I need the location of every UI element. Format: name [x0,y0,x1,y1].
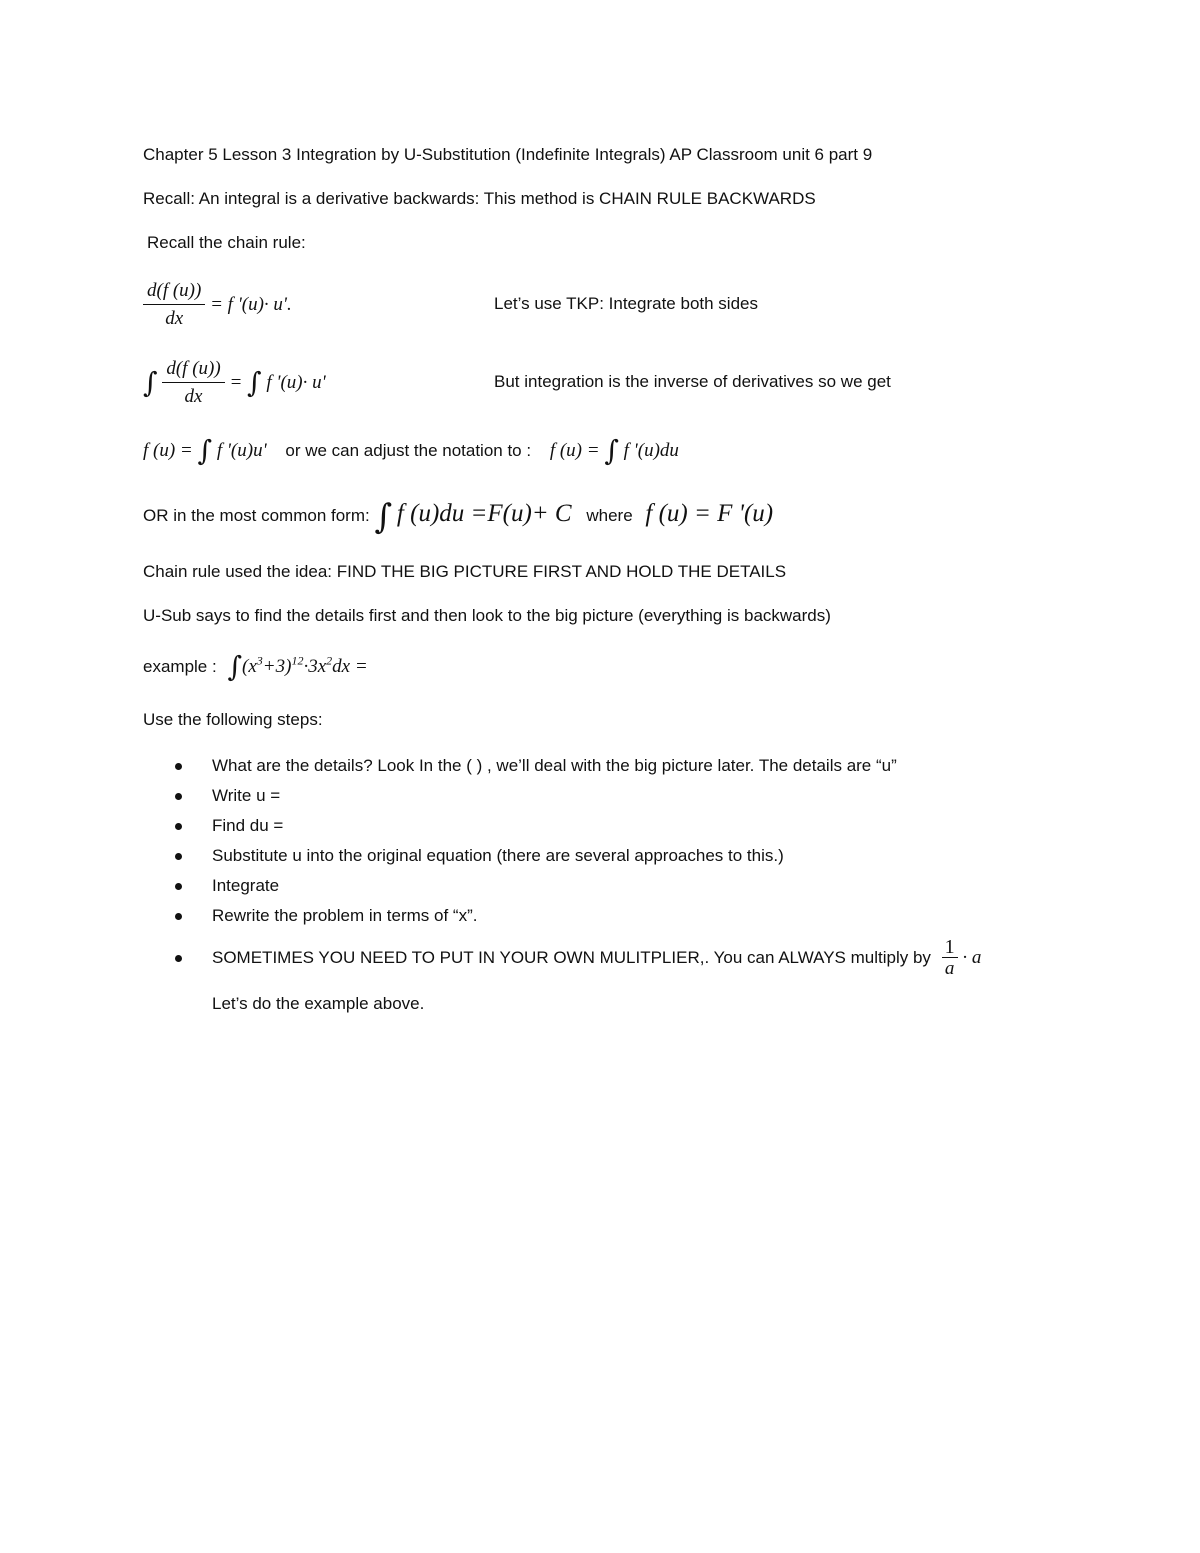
example-line [143,650,368,683]
multiplier-text: SOMETIMES YOU NEED TO PUT IN YOUR OWN MULITPLIER,. You can ALWAYS multiply by [212,948,931,967]
step-item: What are the details? Look In the ( ) , we’ll deal with the big picture later. The details are “u” [143,752,981,782]
fraction-denominator: a [944,958,955,980]
example-label: example : [143,657,217,676]
usub-idea: U-Sub says to find the details first and then look to the big picture (everything is backwards) [143,606,831,625]
fraction-numerator: 1 [942,937,958,958]
exponent-2: 2 [326,653,333,668]
notation-equation [143,434,679,467]
lhs: f (u) = [143,440,193,461]
rhs-2: f '(u)du [623,440,679,461]
notation-note: or we can adjust the notation to : [285,441,532,460]
equals-sign: = [229,371,243,393]
exponent-3: 3 [256,653,263,668]
fraction-denominator: dx [165,308,184,329]
fraction-denominator: dx [184,386,203,407]
fraction-numerator: d(f (u)) [143,278,205,305]
step-item: Integrate [143,872,981,902]
derivative-relation: f (u) = F '(u) [645,500,774,527]
integral-sign: ∫ [374,497,393,537]
integrated-equation [143,356,326,411]
exponent-12: 12 [291,653,304,668]
page-title: Chapter 5 Lesson 3 Integration by U-Substitution (Indefinite Integrals) AP Classroom unit 6 part 9 [143,145,873,164]
inverse-note: But integration is the inverse of derivatives so we get [494,372,891,391]
expr-base: (x [242,656,257,677]
integral-sign: ∫ [227,650,243,683]
steps-heading: Use the following steps: [143,710,323,729]
lhs-2: f (u) = [549,440,600,461]
common-form-equation [143,497,773,537]
chain-rule-idea: Chain rule used the idea: FIND THE BIG PICTURE FIRST AND HOLD THE DETAILS [143,562,787,581]
fraction-numerator: d(f (u)) [162,356,224,383]
antiderivative-expression: f (u)du =F(u)+ C [396,500,572,527]
integral-sign: ∫ [197,434,213,467]
chain-rule-equation [143,278,292,333]
step-item-multiplier [143,932,981,984]
integral-sign: ∫ [247,365,262,399]
equation-rhs: f '(u)· u' [266,371,326,393]
step-item: Rewrite the problem in terms of “x”. [143,902,981,932]
multiplier-tail: · a [962,947,982,968]
one-over-a-fraction [942,937,958,980]
where-label: where [586,506,633,525]
steps-list [143,752,981,984]
integral-sign: ∫ [143,365,158,399]
closing-line: Let’s do the example above. [212,994,425,1013]
rhs: f '(u)u' [216,440,267,461]
tkp-note: Let’s use TKP: Integrate both sides [494,294,758,313]
step-item: Find du = [143,812,981,842]
expr-plus3: +3) [262,656,292,677]
equation-rhs: = f '(u)· u'. [210,293,292,315]
expr-3x: ·3x [303,656,327,677]
step-item: Substitute u into the original equation (there are several approaches to this.) [143,842,981,872]
common-form-label: OR in the most common form: [143,506,370,525]
integral-sign-2: ∫ [604,434,619,467]
step-item: Write u = [143,782,981,812]
derivative-fraction [143,278,205,333]
expr-dx: dx = [332,656,368,677]
derivative-fraction [162,356,224,411]
recall-integral-line: Recall: An integral is a derivative backwards: This method is CHAIN RULE BACKWARDS [143,189,816,208]
example-integral [227,650,368,683]
recall-chain-rule-line: Recall the chain rule: [147,233,306,252]
